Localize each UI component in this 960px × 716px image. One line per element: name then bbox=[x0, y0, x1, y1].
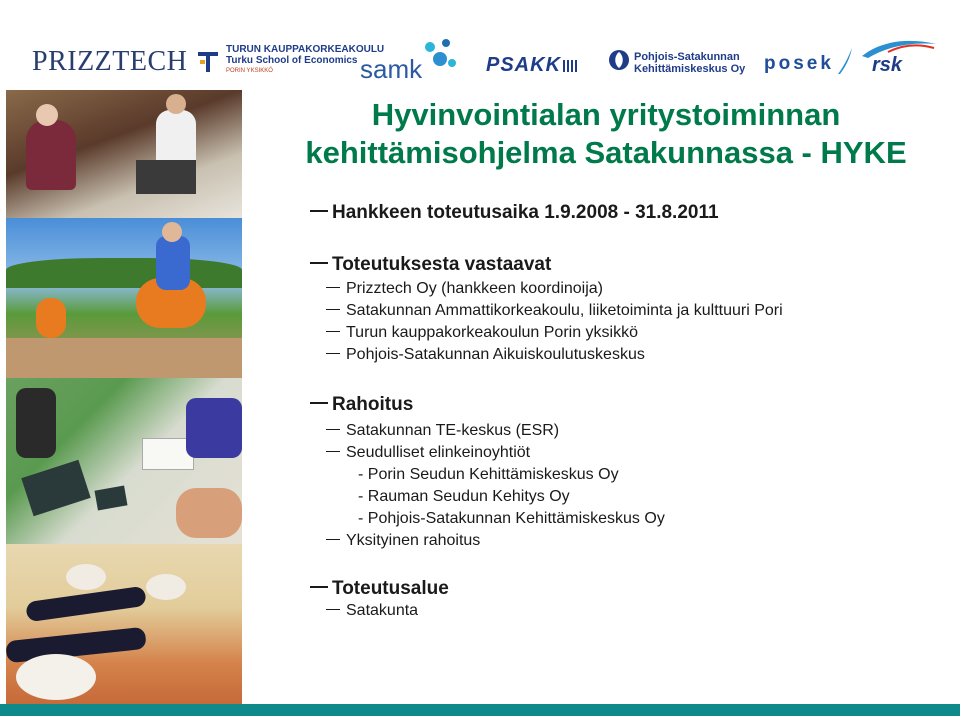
rsk-logo-text: rsk bbox=[872, 54, 903, 76]
vastaavat-heading-text: Toteutuksesta vastaavat bbox=[332, 254, 552, 275]
dash-icon bbox=[326, 287, 340, 289]
tse-name-en: Turku School of Economics bbox=[226, 55, 358, 66]
photo-playground bbox=[6, 218, 242, 378]
pohjois-satakunnan-kehittamiskeskus-logo bbox=[608, 48, 745, 77]
bottom-accent-bar bbox=[0, 704, 960, 716]
dash-icon bbox=[326, 331, 340, 333]
list-item bbox=[358, 466, 619, 484]
dash-icon bbox=[310, 210, 328, 212]
list-item-text: Satakunnan TE-keskus (ESR) bbox=[346, 422, 560, 439]
dash-icon bbox=[326, 609, 340, 611]
slide-title bbox=[286, 96, 926, 172]
psakk-stripes-icon bbox=[563, 60, 577, 72]
list-item-text: Satakunta bbox=[346, 602, 419, 619]
prizztech-logo bbox=[32, 46, 187, 78]
list-item-text: Satakunnan Ammattikorkeakoulu, liiketoiminta ja kulttuuri Pori bbox=[346, 302, 783, 319]
slide-title-line1: Hyvinvointialan yritystoiminnan bbox=[371, 97, 841, 132]
dash-icon bbox=[326, 539, 340, 541]
pske-leaf-icon bbox=[608, 48, 630, 77]
slide-title-line2: kehittämisohjelma Satakunnassa - HYKE bbox=[305, 135, 907, 170]
list-item bbox=[326, 346, 645, 364]
tse-emblem-icon bbox=[196, 48, 220, 74]
photo-collage bbox=[6, 90, 242, 704]
list-item bbox=[358, 510, 665, 528]
rahoitus-heading-text: Rahoitus bbox=[332, 394, 414, 415]
list-item bbox=[326, 280, 603, 298]
list-item bbox=[326, 444, 530, 462]
psakk-logo bbox=[486, 54, 577, 77]
dash-icon bbox=[326, 309, 340, 311]
samk-logo bbox=[360, 34, 458, 85]
alue-heading-text: Toteutusalue bbox=[332, 578, 449, 599]
dash-icon bbox=[310, 586, 328, 588]
rsk-logo bbox=[858, 38, 938, 78]
list-item bbox=[326, 532, 480, 550]
posek-logo-text: posek bbox=[764, 52, 834, 74]
pske-name-line1: Pohjois-Satakunnan bbox=[634, 50, 740, 63]
photo-electronics-and-blood-pressure bbox=[6, 378, 242, 544]
list-item bbox=[326, 302, 783, 320]
photo-elderly-care bbox=[6, 90, 242, 218]
logo-bar bbox=[0, 0, 960, 90]
posek-swoosh-icon bbox=[834, 46, 854, 81]
list-item-text: Yksityinen rahoitus bbox=[346, 532, 481, 549]
dash-icon bbox=[326, 429, 340, 431]
list-item-text: - Rauman Seudun Kehitys Oy bbox=[358, 488, 570, 505]
bullet-alue-heading bbox=[310, 578, 449, 600]
list-item-text: Turun kauppakorkeakoulun Porin yksikkö bbox=[346, 324, 639, 341]
samk-logo-text: samk bbox=[360, 54, 423, 84]
bullet-rahoitus-heading bbox=[310, 394, 413, 416]
bullet-hanke bbox=[310, 202, 719, 224]
list-item bbox=[358, 488, 570, 506]
bullet-vastaavat-heading bbox=[310, 254, 551, 276]
list-item-text: Seudulliset elinkeinoyhtiöt bbox=[346, 444, 531, 461]
dash-icon bbox=[326, 451, 340, 453]
list-item bbox=[326, 422, 559, 440]
dash-icon bbox=[310, 402, 328, 404]
hanke-text: Hankkeen toteutusaika 1.9.2008 - 31.8.2011 bbox=[332, 202, 719, 223]
samk-dots-icon bbox=[422, 37, 458, 82]
photo-exercise-balls bbox=[6, 544, 242, 704]
list-item bbox=[326, 602, 418, 620]
posek-logo bbox=[764, 46, 854, 81]
list-item-text: - Porin Seudun Kehittämiskeskus Oy bbox=[358, 466, 619, 483]
list-item-text: Pohjois-Satakunnan Aikuiskoulutuskeskus bbox=[346, 346, 645, 363]
list-item-text: Prizztech Oy (hankkeen koordinoija) bbox=[346, 280, 604, 297]
dash-icon bbox=[310, 262, 328, 264]
tse-name-fi: TURUN KAUPPAKORKEAKOULU bbox=[226, 44, 385, 55]
tse-unit: PORIN YKSIKKÖ bbox=[226, 68, 273, 74]
pske-name-line2: Kehittämiskeskus Oy bbox=[634, 62, 746, 75]
list-item bbox=[326, 324, 638, 342]
prizztech-logo-text: PRIZZTECH bbox=[32, 46, 188, 77]
dash-icon bbox=[326, 353, 340, 355]
turku-school-of-economics-logo bbox=[196, 44, 384, 77]
psakk-logo-text: PSAKK bbox=[486, 54, 562, 76]
list-item-text: - Pohjois-Satakunnan Kehittämiskeskus Oy bbox=[358, 510, 665, 527]
